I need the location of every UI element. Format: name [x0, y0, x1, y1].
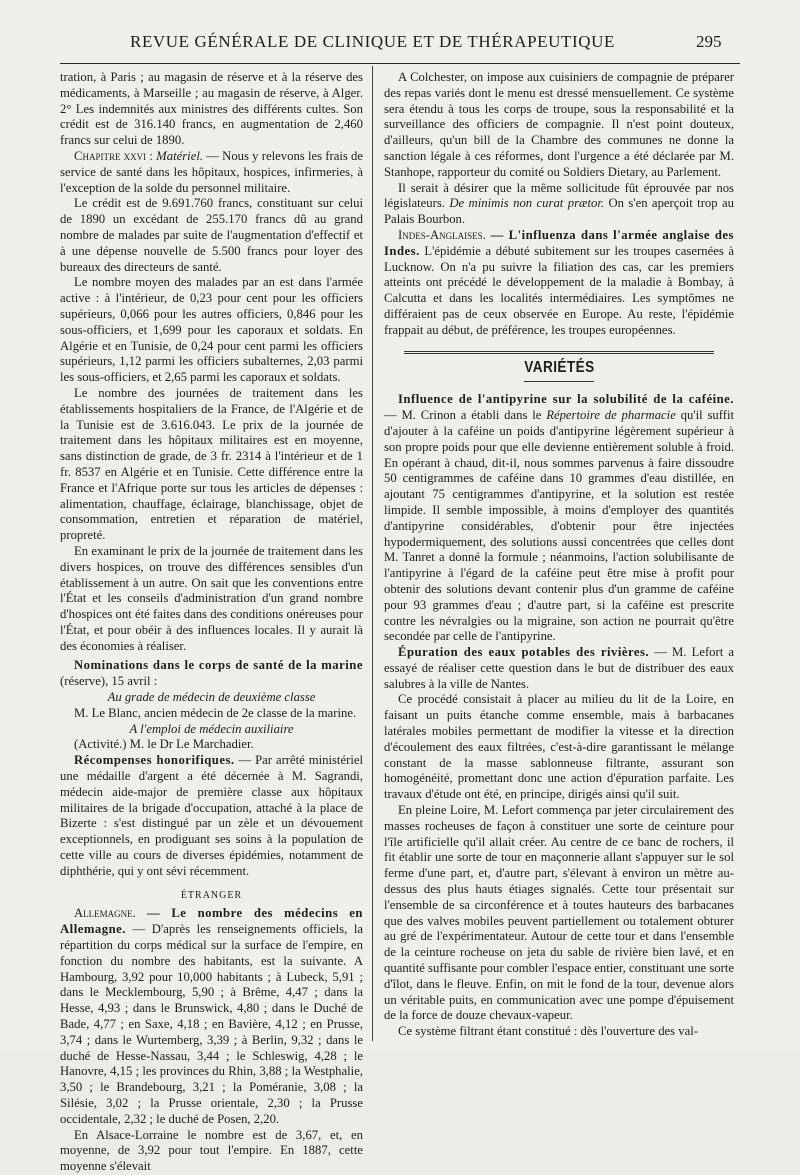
grade-heading: Au grade de médecin de deuxième classe	[107, 690, 316, 705]
journal-title: REVUE GÉNÉRALE DE CLINIQUE ET DE THÉRAPEUTIQUE	[130, 32, 615, 51]
paragraph-loire: En pleine Loire, M. Lefort commença par jeter circulairement des masses rocheuses de façon à constituer une sorte de ceinture pour l'île artificielle qu'il allait créer. Au centre de ce banc de rochers, il fit établir une sorte de tour en maçonnerie allant s'appuyer sur le sol ferme d'une part, et, d'autre part, s'élevant à environ un mètre au-dessus des plus hauts étiages signalés. Cette tour présentait sur l'ensemble de sa circonférence et à toutes hauteurs des barbacanes que des valves mobiles peuvent partiellement ou totalement obturer au gré de l'expérimentateur. Autour de cette tour et dans l'ensemble de la ceinture rocheuse on jeta du sable de rivière bien lavé, et en quantité suffisante pour combler l'espace entier, constituant une sorte d'îlot, dans le fleuve. Enfin, on mit le fond de la tour, devenue alors un véritable puits, en communication avec une pompe d'épuisement de la force de douze chevaux-vapeur.	[384, 803, 734, 1023]
paragraph-hospices: En examinant le prix de la journée de traitement dans les divers hospices, on trouve des différences sensibles d'un établissement à un autre. On sait que les conventions entre l'État et les conseils d'administration d'un grand nombre d'hospices ont été faites dans des conditions onéreuses pour l'État, et pour obéir à des influences locales. Il y aurait là des économies à réaliser.	[60, 543, 363, 653]
antipyrine-paragraph	[384, 392, 734, 645]
paragraph-malades: Le nombre moyen des malades par an est dans l'armée active : à l'intérieur, de 0,23 pour cent pour les officiers supérieurs, 0,066 pour les autres officiers, 0,846 pour les sous-officiers, et 1,699 pour les caporaux et soldats. En Algérie et en Tunisie, de 0,24 pour cent parmi les officiers supérieurs, 1,12 parmi les officiers subalternes, 2,03 parmi les sous-officiers, et 2,65 parmi les caporaux et soldats.	[60, 275, 363, 385]
alsace-paragraph: En Alsace-Lorraine le nombre est de 3,67, et, en moyenne, de 3,92 pour tout l'empire. En 1887, cette moyenne s'élevait	[60, 1127, 363, 1174]
paragraph-colchester: A Colchester, on impose aux cuisiniers de compagnie de préparer des repas variés dont le menu est dressé mensuellement. Ce système sera étendu à tous les corps de troupe, sous la responsabilité et la surveillance des officiers de compagnie. Il n'est point douteux, d'ailleurs, qu'un bill de la Chambre des communes ne donne la sanction légale à ces réformes, dont l'urgence a été déclarée par M. Stanhope, rapporteur du comité ou Soldiers Dietary, au Parlement.	[384, 70, 734, 179]
left-column	[60, 70, 363, 1175]
chapter-label: Chapitre xxvi :	[74, 148, 153, 163]
section-short-rule	[524, 381, 594, 382]
auxiliaire-entry: (Activité.) M. le Dr Le Marchadier.	[74, 737, 254, 752]
recompenses-heading: Récompenses honorifiques.	[74, 753, 235, 768]
paragraph-legislateurs	[384, 181, 734, 228]
allemagne-text: — D'après les renseignements officiels, la répartition du corps médical sur la surface de l'empire, en fonction du nombre des habitants, est la suivante. A Hambourg, 3,92 pour 10,000 habitants ; à Lubeck, 5,91 ; dans le Mecklembourg, 5,90 ; à Brême, 4,47 ; dans la Hesse, 4,93 ; dans le Brunswick, 4,80 ; dans le Duché de Bade, 4,77 ; en Saxe, 4,18 ; en Bavière, 4,12 ; en Prusse, 3,74 ; dans le Wurtemberg, 3,39 ; à Berlin, 9,32 ; dans le duché de Hesse-Nassau, 3,44 ; le Schleswig, 4,28 ; le Hanovre, 4,15 ; les provinces du Rhin, 3,88 ; la Westphalie, 3,50 ; le Brandebourg, 3,21 ; la Poméranie, 3,08 ; la Silésie, 3,02 ; la Prusse orientale, 2,30 ; la Prusse occidentale, 2,32 ; le duché de Posen, 2,20.	[60, 922, 363, 1126]
section-title: VARIÉTÉS	[523, 358, 595, 376]
allemagne-label: Allemagne.	[74, 906, 136, 921]
antipyrine-heading: Influence de l'antipyrine sur la solubilité de la caféine.	[398, 392, 734, 407]
nominations-date: (réserve), 15 avril :	[60, 674, 158, 689]
page-number: 295	[696, 32, 722, 51]
recompenses-text: — Par arrêté ministériel une médaille d'argent a été décernée à M. Sagrandi, médecin aide-major de première classe aux hôpitaux militaires de la brigade d'occupation, attaché à la place de Bizerte : s'est distingué par un zèle et un dévouement exceptionnels, en prodiguant ses soins à la population de cette ville au cours de diverses épidémies, notamment de diphthérie, qui y ont sévi récemment.	[60, 753, 363, 878]
indes-heading: — L'influenza dans l'armée anglaise des Indes.	[384, 227, 734, 258]
chapter-title: Matériel.	[156, 148, 204, 163]
paragraph-tration: tration, à Paris ; au magasin de réserve et à la réserve des médicaments, à Marseille ; au magasin de réserve, à Alger. 2° Les indemnités aux ministres des différents cultes. Son crédit est de 316.140 francs, en augmentation de 2,460 francs sur celui de 1890.	[60, 70, 363, 148]
paragraph-journees: Le nombre des journées de traitement dans les établissements hospitaliers de la France, de l'Algérie et de la Tunisie est de 3.616.043. Le prix de la journée de traitement dans les hôpitaux militaires est en moyenne, sans distinction de grade, de 3 fr. 2314 à l'intérieur et de 1 fr. 8537 en Algérie et en Tunisie. Cette différence entre la France et l'Afrique porte sur tous les articles de dépenses : alimentation, chauffage, éclairage, blanchissage, objet de consommation, entretien et réparation de matériel, propreté.	[60, 385, 363, 543]
recompenses-paragraph	[60, 753, 363, 879]
antipyrine-intro: — M. Crinon a établi dans le	[384, 408, 547, 423]
running-header	[0, 30, 800, 58]
paragraph-materiel	[60, 149, 363, 196]
legislateurs-text: Il serait à désirer que la même sollicitude fût éprouvée par nos législateurs.	[384, 180, 734, 211]
etranger-heading: ÉTRANGER	[180, 889, 243, 901]
header-rule	[60, 63, 740, 64]
nominations-paragraph	[60, 658, 363, 690]
antipyrine-text: qu'il suffit d'ajouter à la caféine un poids d'antipyrine légèrement supérieur à son propre poids pour que elle devienne entièrement soluble à froid. En opérant à chaud, dit-il, nous sommes parvenus à faire dissoudre 50 centigrammes de caféine dans 10 grammes d'eau distillée, en ajoutant 75 centigrammes d'antipyrine, et la solution est restée limpide. Il semble impossible, à moins d'employer des quantités d'antipyrine considérables, d'obtenir pour être injectées hypodermiquement, des solutions aussi concentrées que celles dont M. Tanret a donné la formule ; néanmoins, l'action solubilisante de l'antipyrine à l'égard de la caféine peut être mise à profit pour obtenir des solutions devant contenir plus d'un gramme de caféine pour 93 grammes d'eau ; d'autre part, si la caféine est prescrite contre les névralgies ou la migraine, son action ne pourrait qu'être secondée par celle de l'antipyrine.	[384, 408, 734, 644]
indes-paragraph	[384, 228, 734, 339]
paragraph-last: Ce système filtrant étant constitué : dès l'ouverture des val-	[398, 1024, 699, 1039]
varietes-section-header	[384, 351, 734, 383]
journal-reference: Répertoire de pharmacie	[546, 408, 676, 423]
latin-quote: De minimis non curat prætor.	[449, 196, 605, 211]
grade-entry: M. Le Blanc, ancien médecin de 2e classe de la marine.	[74, 705, 357, 720]
paragraph-credit: Le crédit est de 9.691.760 francs, constituant sur celui de 1890 un excédant de 255.170 francs dû au grand nombre de malades par suite de l'augmentation d'effectif et à une dépense nouvelle de 5.500 francs pour loyer des bureaux des directeurs de santé.	[60, 196, 363, 274]
column-divider	[372, 66, 373, 1041]
paragraph-procede: Ce procédé consistait à placer au milieu du lit de la Loire, en faisant un puits étanche comme ensemble, mais à barbacanes latérales mobiles permettant de modifier la vitesse et la direction d'écoulement des eaux filtrées, c'est-à-dire garantissant le mélange constant de la masse sablonneuse filtrante, assurant son homogénéité, promettant donc une action d'épuration parfaite. Les travaux d'étude ont été, en principe, dirigés ainsi qu'il suit.	[384, 692, 734, 802]
indes-text: L'épidémie a débuté subitement sur les troupes casernées à Lucknow. On n'a pu suivre la filiation des cas, car les premiers atteints ont précédé le développement de la maladie à Bombay, à Calcutta et dans les localités intermédiaires. Les symptômes ne différaient pas de ceux observée en Europe. Au reste, l'épidémie frappait au début, de préférence, les troupes européennes.	[384, 243, 734, 337]
allemagne-heading: — Le nombre des médecins en Allemagne.	[60, 906, 363, 937]
epuration-text: — M. Lefort a essayé de réaliser cette question dans le but de distribuer des eaux salubres à la ville de Nantes.	[384, 645, 734, 691]
epuration-heading: Épuration des eaux potables des rivières.	[398, 645, 650, 660]
allemagne-paragraph	[60, 906, 363, 1127]
section-double-rule	[404, 351, 714, 354]
auxiliaire-heading: A l'emploi de médecin auxiliaire	[129, 721, 294, 736]
legislateurs-end: On s'en aperçoit trop au Palais Bourbon.	[384, 196, 734, 227]
nominations-heading: Nominations dans le corps de santé de la marine	[74, 658, 363, 673]
chapter-text: — Nous y relevons les frais de service de santé dans les hôpitaux, hospices, infirmeries, à l'exception de la solde du personnel militaire.	[60, 148, 364, 195]
right-column	[384, 70, 734, 1040]
epuration-paragraph	[384, 645, 734, 692]
indes-label: Indes-Anglaises.	[398, 227, 486, 242]
